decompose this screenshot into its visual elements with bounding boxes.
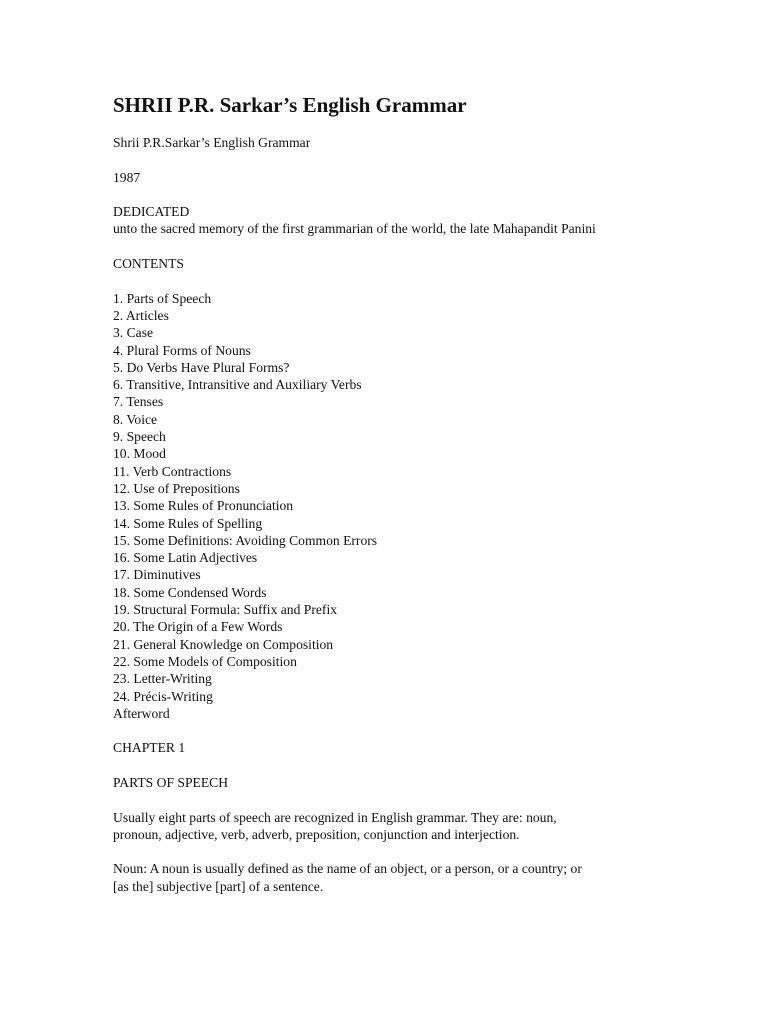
document-title: SHRII P.R. Sarkar’s English Grammar bbox=[113, 93, 467, 117]
spacer bbox=[113, 272, 733, 289]
paragraph-line: Noun: A noun is usually defined as the name of an object, or a person, or a country; or bbox=[113, 861, 582, 877]
document-page bbox=[113, 92, 733, 895]
chapter-title: PARTS OF SPEECH bbox=[113, 774, 229, 790]
paragraph-line: pronoun, adjective, verb, adverb, preposition, conjunction and interjection. bbox=[113, 826, 520, 842]
spacer bbox=[113, 151, 733, 168]
spacer bbox=[113, 722, 733, 739]
spacer bbox=[113, 186, 733, 203]
toc-item: 19. Structural Formula: Suffix and Prefix bbox=[113, 602, 338, 618]
contents-heading: CONTENTS bbox=[113, 256, 184, 272]
paragraph-line: [as the] subjective [part] of a sentence. bbox=[113, 878, 324, 894]
toc-item: 12. Use of Prepositions bbox=[113, 480, 240, 496]
toc-item: 17. Diminutives bbox=[113, 567, 201, 583]
toc-item: 21. General Knowledge on Composition bbox=[113, 636, 334, 652]
toc-item: 6. Transitive, Intransitive and Auxiliary Verbs bbox=[113, 377, 362, 393]
spacer bbox=[113, 757, 733, 774]
paragraph-line: Usually eight parts of speech are recognized in English grammar. They are: noun, bbox=[113, 809, 557, 825]
toc-item: 10. Mood bbox=[113, 446, 166, 462]
toc-item: 22. Some Models of Composition bbox=[113, 653, 297, 669]
toc-item: 3. Case bbox=[113, 325, 154, 341]
toc-item: 11. Verb Contractions bbox=[113, 463, 232, 479]
toc-item: 1. Parts of Speech bbox=[113, 290, 212, 306]
spacer bbox=[113, 791, 733, 808]
toc-item: 15. Some Definitions: Avoiding Common Errors bbox=[113, 532, 378, 548]
spacer bbox=[113, 238, 733, 255]
publication-year: 1987 bbox=[113, 169, 141, 185]
toc-item: 4. Plural Forms of Nouns bbox=[113, 342, 251, 358]
toc-item: 20. The Origin of a Few Words bbox=[113, 619, 283, 635]
toc-item: 7. Tenses bbox=[113, 394, 164, 410]
toc-item: 8. Voice bbox=[113, 411, 158, 427]
toc-item: 13. Some Rules of Pronunciation bbox=[113, 498, 294, 514]
toc-item: 24. Précis-Writing bbox=[113, 688, 213, 704]
toc-item: 2. Articles bbox=[113, 307, 169, 323]
toc-item: 9. Speech bbox=[113, 429, 166, 445]
toc-item: 23. Letter-Writing bbox=[113, 671, 212, 687]
toc-item: 14. Some Rules of Spelling bbox=[113, 515, 263, 531]
chapter-heading: CHAPTER 1 bbox=[113, 740, 186, 756]
toc-item: Afterword bbox=[113, 705, 170, 721]
dedication-heading: DEDICATED bbox=[113, 204, 190, 220]
document-subtitle: Shrii P.R.Sarkar’s English Grammar bbox=[113, 135, 311, 150]
toc-item: 5. Do Verbs Have Plural Forms? bbox=[113, 359, 290, 375]
table-of-contents bbox=[113, 290, 733, 722]
spacer bbox=[113, 843, 733, 860]
toc-item: 16. Some Latin Adjectives bbox=[113, 550, 258, 566]
dedication-text: unto the sacred memory of the first grammarian of the world, the late Mahapandit Panini bbox=[113, 221, 596, 237]
toc-item: 18. Some Condensed Words bbox=[113, 584, 267, 600]
